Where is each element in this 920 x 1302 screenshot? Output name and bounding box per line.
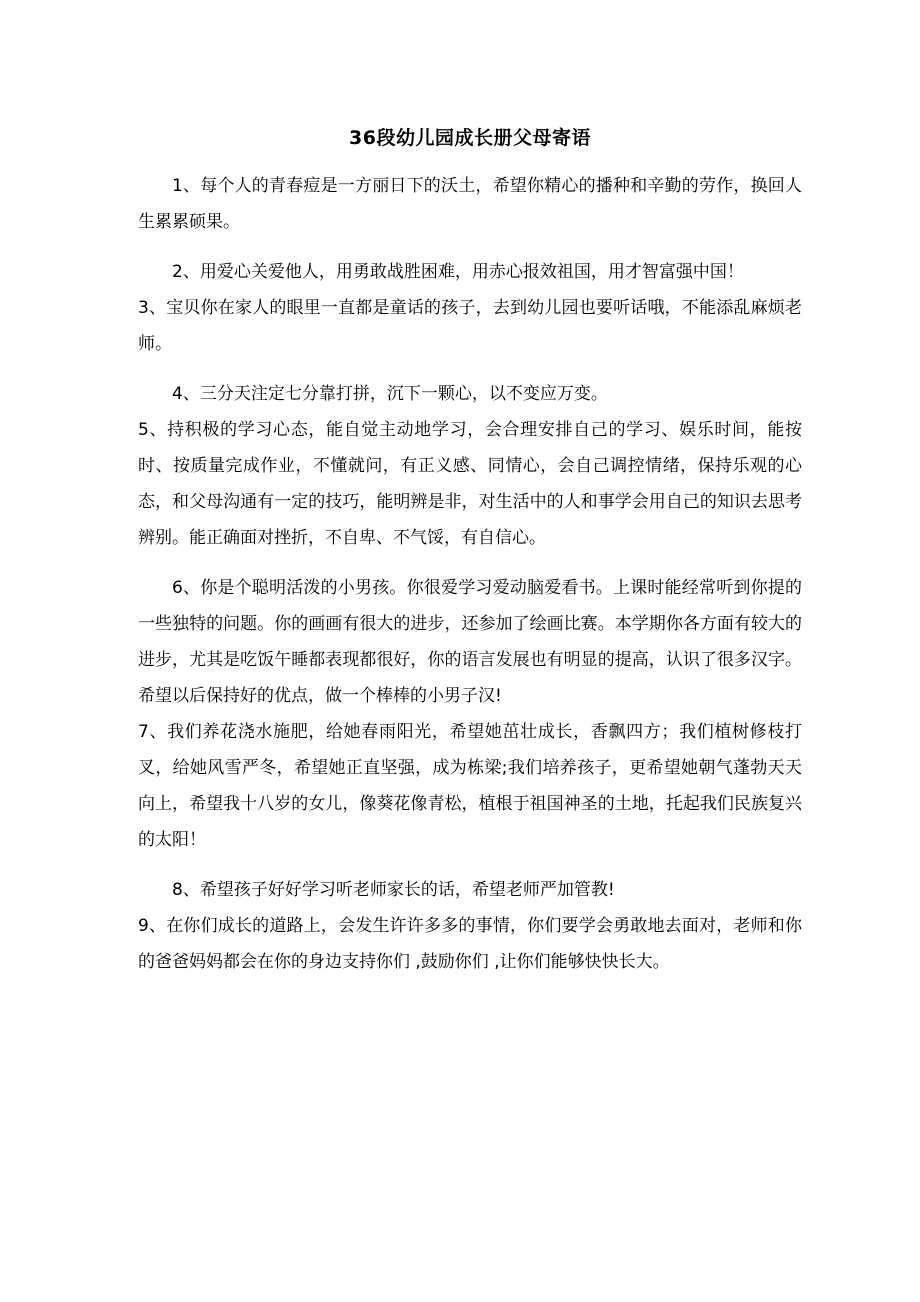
paragraph-2: 2、用爱心关爱他人，用勇敢战胜困难，用赤心报效祖国，用才智富强中国！ — [172, 262, 744, 282]
paragraph-9: 9、在你们成长的道路上，会发生许许多多的事情，你们要学会勇敢地去面对，老师和你的爸爸妈妈都会在你的身边支持你们 ,鼓励你们 ,让你们能够快快长大。 — [138, 916, 802, 972]
paragraph-6: 6、你是个聪明活泼的小男孩。你很爱学习爱动脑爱看书。上课时能经常听到你提的一些独特的问题。你的画画有很大的进步，还参加了绘画比赛。本学期你各方面有较大的进步，尤其是吃饭午睡都表现都很好，你的语言发展也有明显的提高，认识了很多汉字。希望以后保持好的优点，做一个棒棒的小男子汉! — [138, 578, 802, 706]
paragraph-7: 7、我们养花浇水施肥，给她春雨阳光，希望她茁壮成长，香飘四方；我们植树修枝打叉，给她风雪严冬，希望她正直坚强，成为栋梁;我们培养孩子，更希望她朝气蓬勃天天向上，希望我十八岁的女儿，像葵花像青松，植根于祖国神圣的土地，托起我们民族复兴的太阳！ — [138, 722, 802, 850]
page-title: 36段幼儿园成长册父母寄语 — [349, 127, 591, 149]
document-page — [138, 120, 802, 980]
paragraph-3: 3、宝贝你在家人的眼里一直都是童话的孩子，去到幼儿园也要听话哦，不能添乱麻烦老师。 — [138, 298, 802, 354]
paragraph-8: 8、希望孩子好好学习听老师家长的话，希望老师严加管教! — [172, 880, 615, 900]
paragraph-4: 4、三分天注定七分靠打拼，沉下一颗心，以不变应万变。 — [172, 384, 608, 404]
paragraph-5: 5、持积极的学习心态，能自觉主动地学习，会合理安排自己的学习、娱乐时间，能按时、按质量完成作业，不懂就问，有正义感、同情心，会自己调控情绪，保持乐观的心态，和父母沟通有一定的技巧，能明辨是非，对生活中的人和事学会用自己的知识去思考辨别。能正确面对挫折，不自卑、不气馁，有自信心。 — [138, 420, 802, 548]
paragraph-1: 1、每个人的青春痘是一方丽日下的沃土，希望你精心的播种和辛勤的劳作，换回人生累累硕果。 — [138, 176, 802, 232]
